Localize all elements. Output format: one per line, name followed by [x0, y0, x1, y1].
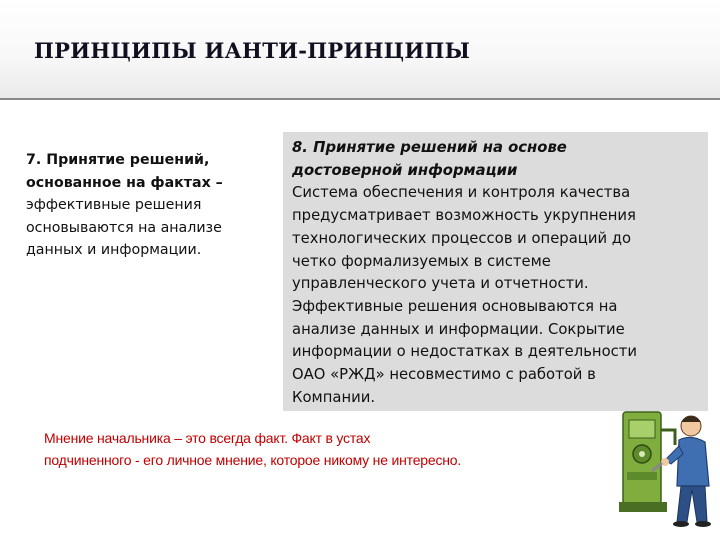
principle-8-body-line: Система обеспечения и контроля качества — [292, 184, 631, 202]
principle-8-body-line: предусматривает возможность укрупнения — [292, 207, 636, 225]
quote-line: подчиненного - его личное мнение, которое никому не интересно. — [44, 452, 462, 468]
principle-8-body-line: Компании. — [292, 388, 376, 406]
principle-8-heading-line: 8. Принятие решений на основе — [292, 139, 567, 156]
principle-7-body-line: эффективные решения — [26, 197, 202, 213]
principle-7-heading-line: основанное на фактах – — [26, 174, 223, 191]
slide-title: ПРИНЦИПЫ ИАНТИ-ПРИНЦИПЫ — [34, 38, 471, 63]
title-divider — [0, 98, 720, 100]
quote-line: Мнение начальника – это всегда факт. Факт в устах — [44, 430, 371, 446]
principle-7-body-line: основываются на анализе — [26, 219, 222, 236]
principle-8-body-line: четко формализуемых в системе — [292, 252, 551, 270]
principle-7-body-line: данных и информации. — [26, 242, 202, 258]
principle-8-body-line: информации о недостатках в деятельности — [292, 343, 638, 361]
principle-8-body-line: управленческого учета и отчетности. — [292, 275, 589, 293]
worker-clipart-illustration — [615, 390, 720, 540]
boss-quote — [44, 427, 604, 471]
principle-8-body-line: анализе данных и информации. Сокрытие — [292, 320, 625, 338]
principle-8-heading-line: достоверной информации — [292, 161, 518, 179]
principle-7-heading-line: 7. Принятие решений, — [26, 152, 210, 168]
principle-7-block — [26, 149, 286, 262]
principle-8-block — [292, 137, 707, 409]
principle-8-body-line: технологических процессов и операций до — [292, 229, 632, 247]
principle-8-body-line: Эффективные решения основываются на — [292, 297, 618, 315]
principle-8-body-line: ОАО «РЖД» несовместимо с работой в — [292, 366, 596, 384]
